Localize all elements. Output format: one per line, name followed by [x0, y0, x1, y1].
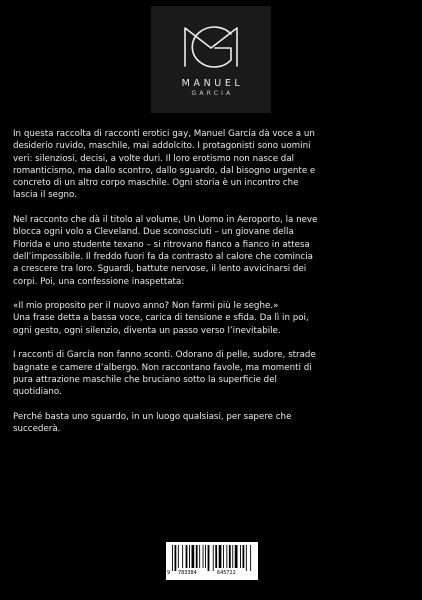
author-logo — [151, 6, 271, 113]
barcode-bar — [229, 545, 231, 568]
barcode-bar — [226, 545, 227, 568]
barcode-bars — [170, 545, 254, 571]
barcode-bar — [192, 545, 195, 568]
isbn-barcode — [166, 542, 258, 580]
barcode-bar — [175, 545, 177, 571]
barcode-bar — [199, 545, 200, 568]
barcode-bar — [243, 545, 245, 568]
blurb-paragraph-1: In questa raccolta di racconti erotici gay, Manuel García dà voce a un desiderio ruvido, maschile, mai addolcito. I protagonisti sono uomini veri: silenziosi, decisi, a volte duri. Il loro erotismo non nasce dal romanticismo, ma dallo scontro, dallo sguardo, dal bisogno urgente e concreto di un altro corpo maschile. Ogni storia è un incontro che lascia il segno. — [13, 129, 316, 201]
mg-monogram-icon — [179, 22, 243, 70]
barcode-bar — [178, 545, 179, 568]
logo-surname: GARCIA — [191, 90, 234, 97]
blurb-paragraph-2: Nel racconto che dà il titolo al volume, Un Uomo in Aeroporto, la neve blocca ogni volo a Cleveland. Due sconosciuti – un giovane della Florida e uno studente texano – si ritrovano fianco a fianco in attesa dell’impossibile. Il freddo fuori fa da contrasto al calore che comincia a crescere tra loro. Sguardi, battute nervose, il lento avvicinarsi dei corpi. Poi, una confessione inaspettata: — [13, 215, 318, 287]
barcode-digits-left: 783384 — [178, 570, 197, 576]
barcode-bar — [208, 545, 210, 571]
barcode-bar — [232, 545, 233, 568]
barcode-bar — [186, 545, 188, 568]
barcode-bar — [250, 545, 251, 571]
barcode-digits — [166, 570, 258, 579]
barcode-digits-right: 645722 — [217, 570, 236, 576]
barcode-bar — [235, 545, 238, 568]
barcode-bar — [196, 545, 198, 568]
barcode-bar — [182, 545, 183, 568]
barcode-digit-first: 9 — [167, 570, 171, 576]
barcode-bar — [203, 545, 204, 568]
barcode-bar — [172, 545, 173, 571]
logo-name: MANUEL — [181, 78, 244, 89]
barcode-bar — [213, 545, 214, 571]
back-cover-blurb — [13, 128, 415, 448]
barcode-bar — [219, 545, 222, 568]
barcode-bar — [240, 545, 241, 568]
barcode-bar — [189, 545, 190, 568]
barcode-bar — [215, 545, 217, 568]
barcode-bar — [223, 545, 224, 568]
blurb-paragraph-5: Perché basta uno sguardo, in un luogo qualsiasi, per sapere che succederà. — [13, 411, 292, 435]
blurb-paragraph-4: I racconti di García non fanno sconti. Odorano di pelle, sudore, strade bagnate e camere d’albergo. Non raccontano favole, ma momenti di pura attrazione maschile che bruciano sotto la superficie del quotidiano. — [13, 350, 316, 398]
barcode-bar — [205, 545, 206, 568]
blurb-paragraph-3: «Il mio proposito per il nuovo anno? Non farmi più le seghe.» Una frase detta a bassa voce, carica di tensione e sfida. Da lì in poi, ogni gesto, ogni silenzio, diventa un passo verso l’inevitabile. — [13, 301, 309, 336]
barcode-bar — [246, 545, 247, 571]
